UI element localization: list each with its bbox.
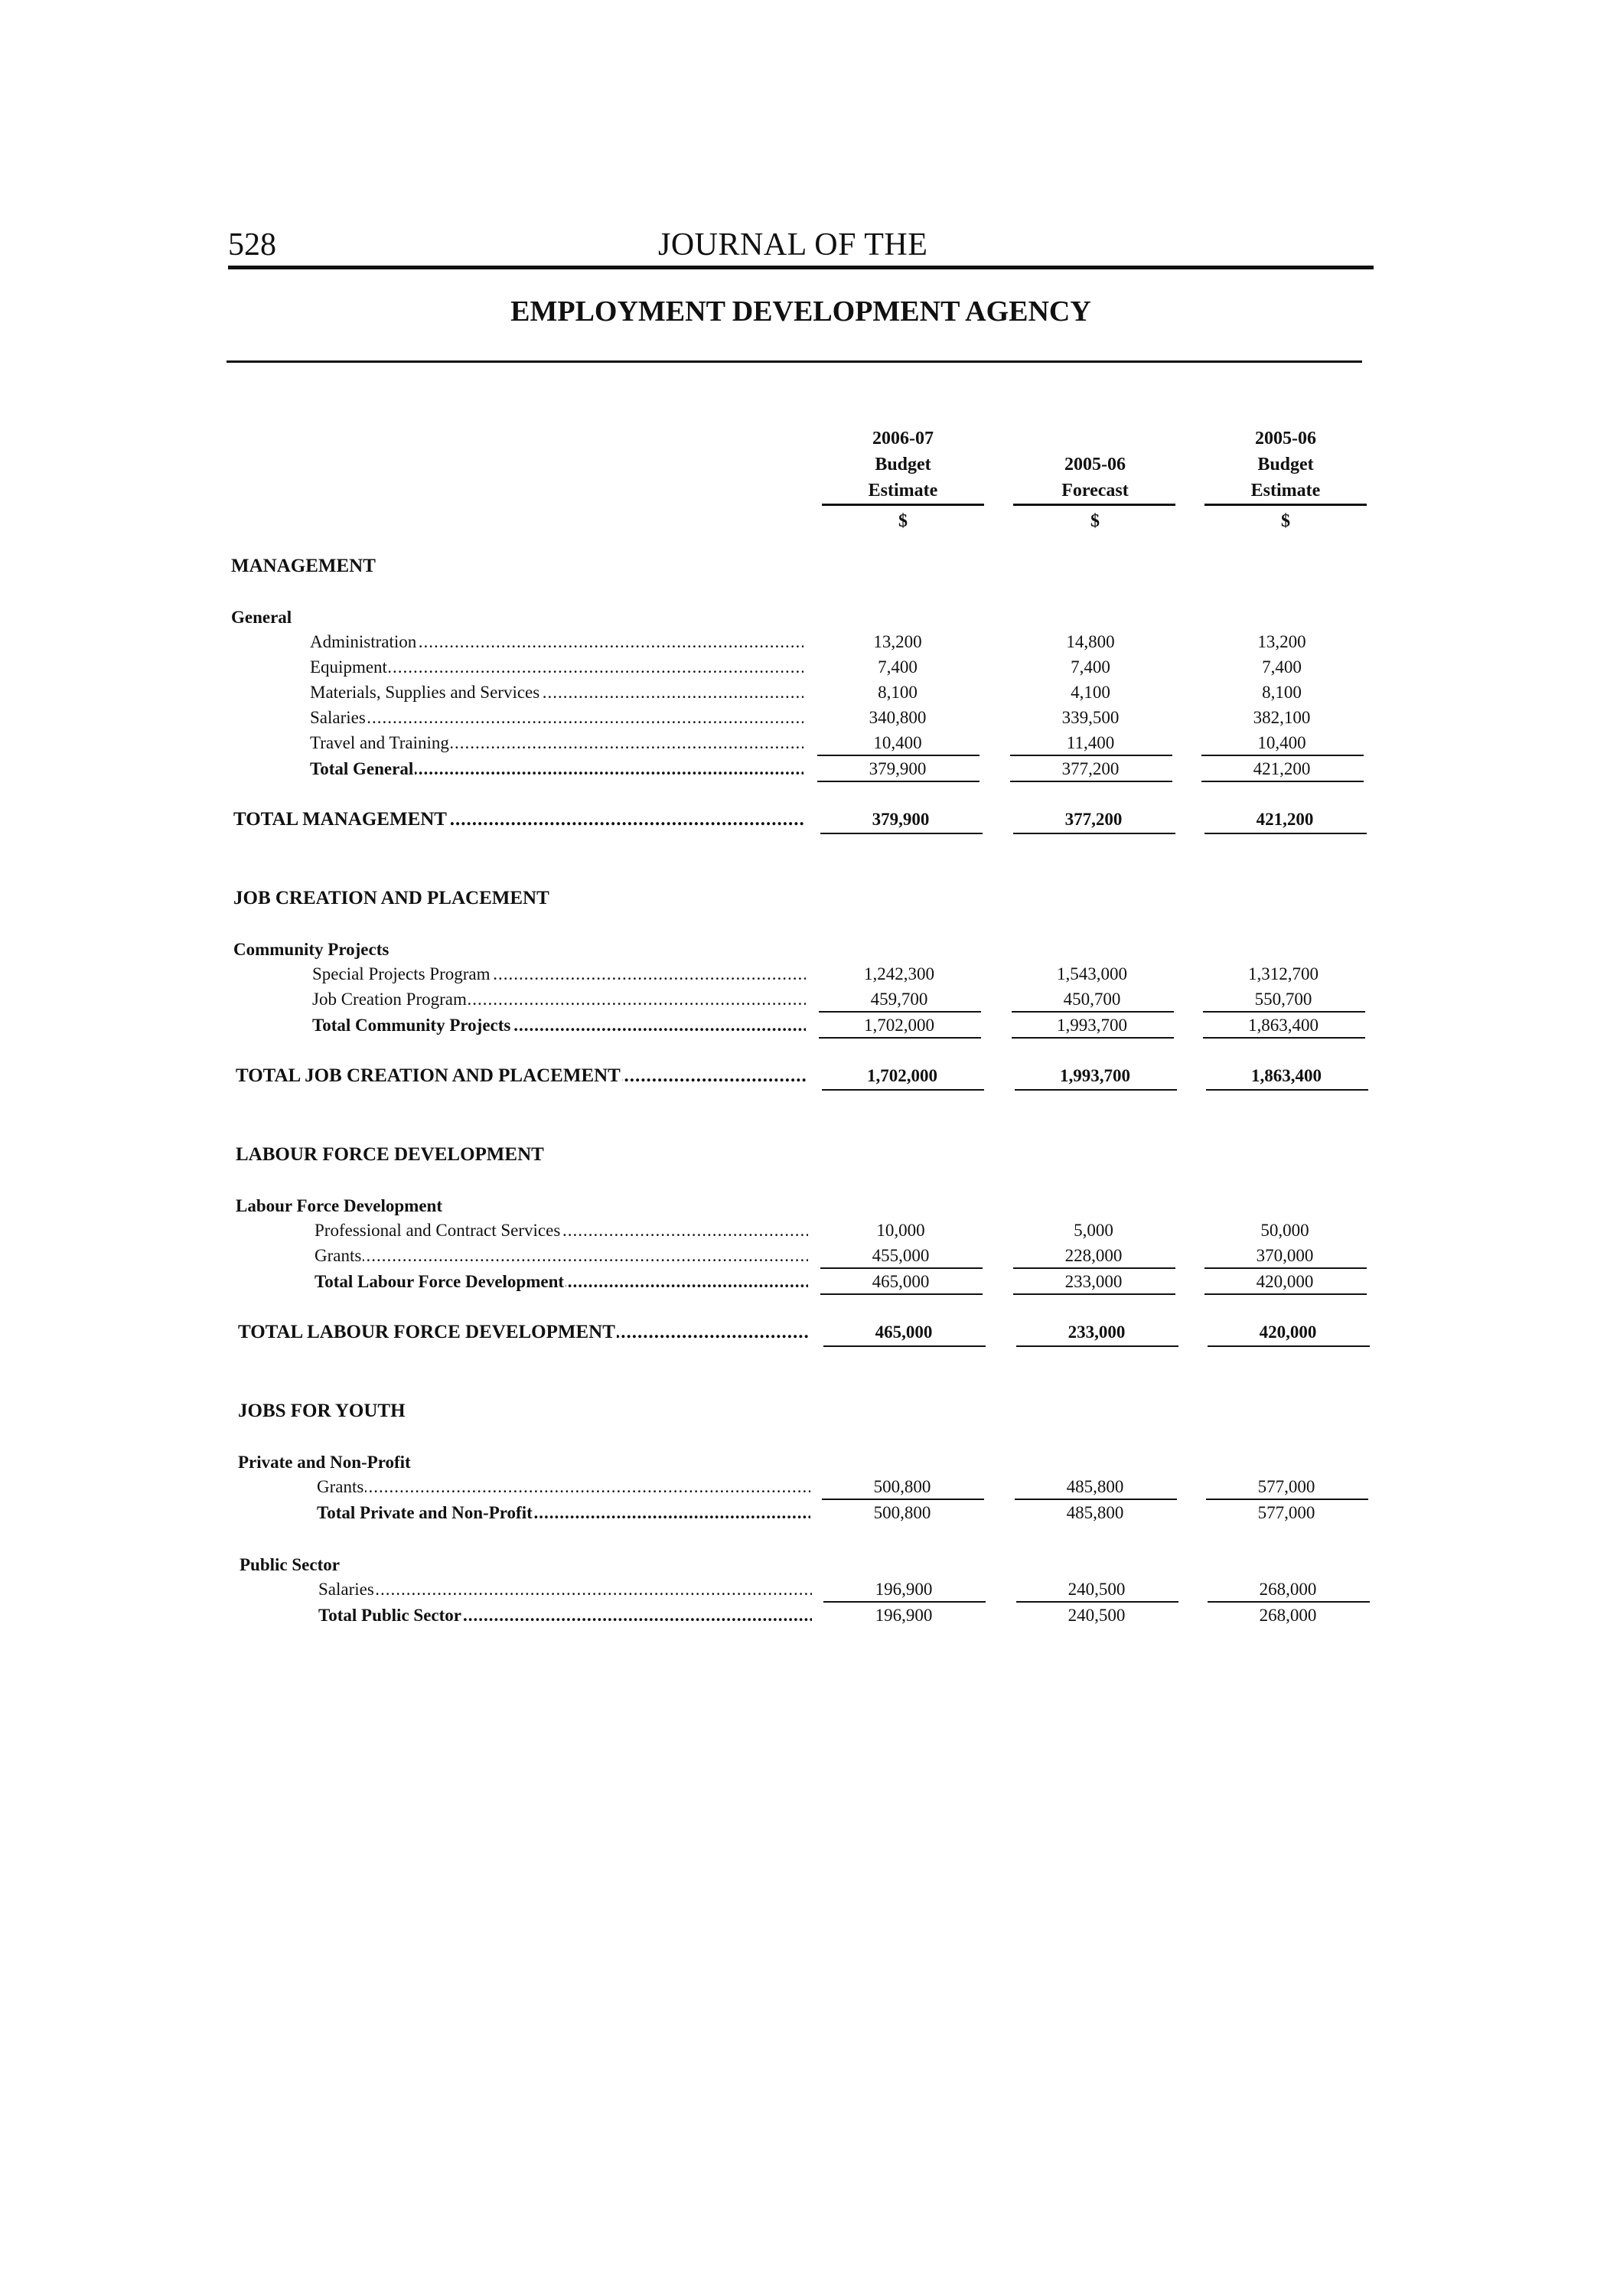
subtotal-value: 465,000 [872,1272,930,1291]
section-title-job-creation: JOB CREATION AND PLACEMENT [233,888,549,908]
subsection-title-labour-force-development: Labour Force Development [236,1196,443,1215]
column-heading-3-rule [1204,504,1367,506]
subtotal-rule [1204,1293,1367,1295]
line-item-label: Administration ..... [310,631,804,654]
subtotal-rule [1010,781,1172,782]
subtotal-rule [822,1499,984,1500]
subtotal-value: 1,702,000 [864,1016,934,1035]
column-heading-3-line1: 2005-06 [1255,429,1316,448]
column-heading-2-line2: 2005-06 [1064,455,1126,475]
subtotal-label: Total Community Projects ..... [312,1014,806,1037]
header-rule [228,266,1374,269]
line-item-value: 7,400 [1071,657,1110,677]
grand-total-label: TOTAL JOB CREATION AND PLACEMENT ..... [236,1065,806,1088]
subtotal-rule [820,1267,983,1269]
grand-total-rule [1015,1089,1177,1091]
subtotal-label: Total Public Sector ..... [318,1604,812,1627]
line-item-label: Materials, Supplies and Services ..... [310,681,804,704]
line-item-value: 240,500 [1068,1580,1126,1599]
grand-total-rule [1013,833,1175,834]
agency-rule [227,360,1362,363]
line-item-value: 1,543,000 [1057,964,1127,983]
line-item-value: 5,000 [1074,1221,1113,1240]
grand-total-value: 379,900 [872,810,930,829]
line-item-value: 10,000 [876,1221,925,1240]
subtotal-value: 1,993,700 [1057,1016,1127,1035]
subtotal-value: 1,863,400 [1248,1016,1319,1035]
subtotal-rule [1206,1499,1368,1500]
column-unit-3: $ [1281,511,1290,531]
column-heading-2-line3: Forecast [1061,481,1129,501]
subtotal-value: 500,800 [873,1503,931,1522]
grand-total-value: 233,000 [1068,1322,1126,1342]
column-heading-3-line2: Budget [1257,455,1314,475]
line-item-value: 550,700 [1254,990,1312,1009]
line-item-label: Job Creation Program ..... [312,988,806,1011]
subsection-title-public-sector: Public Sector [240,1555,340,1574]
subtotal-rule [1203,1037,1365,1039]
grand-total-value: 1,993,700 [1060,1066,1130,1085]
column-heading-2 [1015,452,1175,504]
line-item-value: 196,900 [875,1580,933,1599]
subtotal-value: 268,000 [1259,1606,1317,1625]
line-item-label: Grants ..... [315,1244,808,1267]
subtotal-rule [1013,1293,1175,1295]
subtotal-label: Total General ..... [310,758,804,781]
line-item-value: 577,000 [1257,1477,1315,1496]
line-item-label: Salaries ..... [310,706,804,729]
line-item-label: Special Projects Program ..... [312,963,806,986]
subtotal-rule [1015,1499,1177,1500]
line-item-value: 459,700 [870,990,928,1009]
line-item-value: 8,100 [878,683,918,702]
subtotal-rule [1012,1011,1174,1013]
subsection-title-private-non-profit: Private and Non-Profit [238,1453,411,1472]
grand-total-value: 465,000 [875,1322,933,1342]
subtotal-value: 379,900 [869,759,927,778]
line-item-value: 455,000 [872,1246,930,1265]
subtotal-value: 485,800 [1066,1503,1124,1522]
section-title-jobs-for-youth: JOBS FOR YOUTH [238,1401,406,1421]
subtotal-rule [1012,1037,1174,1039]
line-item-value: 1,312,700 [1248,964,1319,983]
subtotal-rule [819,1037,981,1039]
line-item-value: 370,000 [1256,1246,1314,1265]
grand-total-rule [1016,1345,1178,1347]
line-item-label: Travel and Training ..... [310,732,804,755]
subtotal-rule [1013,1267,1175,1269]
line-item-value: 382,100 [1253,708,1311,727]
subtotal-rule [1016,1601,1178,1603]
line-item-value: 50,000 [1260,1221,1309,1240]
subtotal-label: Total Private and Non-Profit ..... [317,1502,810,1525]
subtotal-rule [817,755,980,756]
running-title: JOURNAL OF THE [658,227,928,263]
subtotal-value: 240,500 [1068,1606,1126,1625]
grand-total-rule [820,833,983,834]
line-item-value: 485,800 [1066,1477,1124,1496]
line-item-value: 14,800 [1066,632,1115,651]
column-heading-2-rule [1013,504,1175,506]
column-heading-1-line3: Estimate [868,481,938,501]
line-item-label: Professional and Contract Services ..... [315,1219,808,1242]
line-item-value: 13,200 [1257,632,1306,651]
subtotal-value: 196,900 [875,1606,933,1625]
column-heading-1-rule [822,504,984,506]
subtotal-value: 420,000 [1256,1272,1314,1291]
subtotal-value: 421,200 [1253,759,1311,778]
subtotal-rule [1208,1601,1370,1603]
grand-total-value: 1,702,000 [867,1066,937,1085]
column-heading-1-line2: Budget [875,455,931,475]
subtotal-rule [1201,755,1364,756]
subtotal-rule [819,1011,981,1013]
subtotal-rule [823,1601,986,1603]
subtotal-value: 577,000 [1257,1503,1315,1522]
grand-total-value: 420,000 [1259,1322,1317,1342]
section-title-labour-force: LABOUR FORCE DEVELOPMENT [236,1144,544,1165]
line-item-value: 7,400 [1262,657,1302,677]
line-item-value: 450,700 [1063,990,1121,1009]
line-item-value: 11,400 [1066,733,1115,752]
grand-total-label: TOTAL MANAGEMENT ..... [233,808,804,831]
subtotal-rule [820,1293,983,1295]
line-item-value: 228,000 [1064,1246,1123,1265]
line-item-value: 10,400 [873,733,922,752]
page-number: 528 [228,227,276,263]
grand-total-rule [1208,1345,1370,1347]
line-item-label: Salaries ..... [318,1578,812,1601]
line-item-value: 268,000 [1259,1580,1317,1599]
subsection-title-general: General [231,608,292,627]
line-item-value: 1,242,300 [864,964,934,983]
column-heading-3-line3: Estimate [1250,481,1321,501]
section-title-management: MANAGEMENT [231,556,376,576]
subtotal-value: 377,200 [1061,759,1120,778]
grand-total-rule [822,1089,984,1091]
line-item-value: 7,400 [878,657,918,677]
subtotal-rule [1204,1267,1367,1269]
subtotal-rule [1201,781,1364,782]
grand-total-rule [1204,833,1367,834]
column-heading-1-line1: 2006-07 [872,429,934,448]
column-heading-1 [823,426,983,504]
line-item-value: 500,800 [873,1477,931,1496]
grand-total-rule [823,1345,986,1347]
subtotal-value: 233,000 [1064,1272,1123,1291]
grand-total-value: 377,200 [1064,810,1123,829]
column-heading-3 [1205,426,1366,504]
line-item-value: 4,100 [1071,683,1110,702]
line-item-value: 340,800 [869,708,927,727]
grand-total-value: 1,863,400 [1251,1066,1322,1085]
grand-total-label: TOTAL LABOUR FORCE DEVELOPMENT ..... [238,1321,808,1344]
line-item-value: 339,500 [1061,708,1120,727]
subsection-title-community-projects: Community Projects [233,940,390,959]
line-item-label: Equipment ..... [310,656,804,679]
column-unit-1: $ [898,511,908,531]
line-item-label: Grants ..... [317,1476,810,1499]
subtotal-label: Total Labour Force Development ..... [315,1270,808,1293]
column-unit-2: $ [1090,511,1100,531]
subtotal-rule [1203,1011,1365,1013]
grand-total-value: 421,200 [1256,810,1314,829]
line-item-value: 13,200 [873,632,922,651]
agency-title: EMPLOYMENT DEVELOPMENT AGENCY [510,295,1091,328]
grand-total-rule [1206,1089,1368,1091]
line-item-value: 10,400 [1257,733,1306,752]
subtotal-rule [1010,755,1172,756]
subtotal-rule [817,781,980,782]
line-item-value: 8,100 [1262,683,1302,702]
